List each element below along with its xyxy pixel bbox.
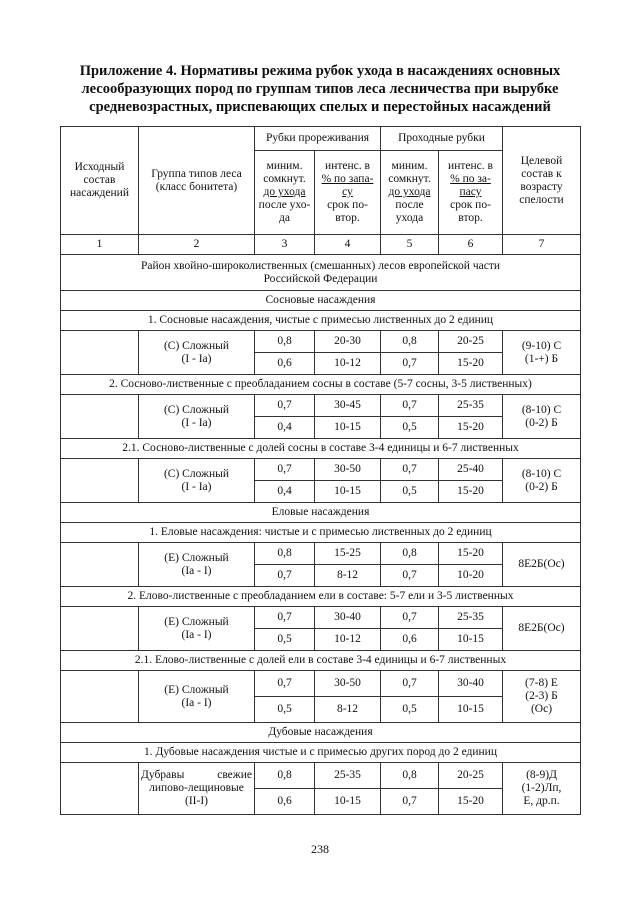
- subsection-heading: 2.1. Сосново-лиственные с долей сосны в составе 3-4 единицы и 6-7 лиственных: [61, 439, 581, 459]
- table-row: (С) Сложный (I - Ia) 0,7 30-50 0,7 25-40 (8-10) С (0-2) Б: [61, 459, 581, 481]
- table-row: (Е) Сложный (Ia - I) 0,7 30-50 0,7 30-40 (7-8) Е (2-3) Б (Ос): [61, 671, 581, 697]
- header-initial-composition: Исходный состав насаждений: [61, 127, 139, 235]
- table-row: Дубравы свежие липово-лещиновые (II-I) 0,8 25-35 0,8 20-25 (8-9)Д (1-2)Лп, Е, др.п.: [61, 763, 581, 789]
- table-row: 0,5 8-12 0,5 10-15: [61, 697, 581, 723]
- page-title: [40, 62, 600, 116]
- header-thinning: Рубки прореживания: [255, 127, 381, 151]
- table-row: (С) Сложный (I - Ia) 0,8 20-30 0,8 20-25 (9-10) С (1-+) Б: [61, 331, 581, 353]
- region-heading: Район хвойно-широколиственных (смешанных) лесов европейской части Российской Федерации: [61, 255, 581, 291]
- subsection-heading: 2. Елово-лиственные с преобладанием ели в составе: 5-7 ели и 3-5 лиственных: [61, 587, 581, 607]
- header-intensity: интенс. в % по запа- су срок по- втор.: [315, 151, 381, 235]
- header-min-density: миним. сомкнут. до ухода после ухо- да: [255, 151, 315, 235]
- header-intensity-passage: интенс. в % по за- пасу срок по- втор.: [439, 151, 503, 235]
- section-oak: Дубовые насаждения: [61, 723, 581, 743]
- header-passage-cuttings: Проходные рубки: [381, 127, 503, 151]
- table-row: 0,5 10-12 0,6 10-15: [61, 629, 581, 651]
- table-row: 0,4 10-15 0,5 15-20: [61, 417, 581, 439]
- page-number: 238: [311, 842, 329, 856]
- table-row: (Е) Сложный (Ia - I) 0,7 30-40 0,7 25-35 8Е2Б(Ос): [61, 607, 581, 629]
- table-row: 0,6 10-12 0,7 15-20: [61, 353, 581, 375]
- subsection-heading: 1. Дубовые насаждения чистые и с примесью других пород до 2 единиц: [61, 743, 581, 763]
- column-numbers-row: 1 2 3 4 5 6 7: [61, 235, 581, 255]
- title-line-1: Приложение 4. Нормативы режима рубок ухода в насаждениях основных: [79, 63, 561, 79]
- subsection-heading: 1. Сосновые насаждения, чистые с примесью лиственных до 2 единиц: [61, 311, 581, 331]
- subsection-heading: 1. Еловые насаждения: чистые и с примесью лиственных до 2 единиц: [61, 523, 581, 543]
- table-row: 0,4 10-15 0,5 15-20: [61, 481, 581, 503]
- table-row: 0,7 8-12 0,7 10-20: [61, 565, 581, 587]
- title-line-3: средневозрастных, приспевающих спелых и перестойных насаждений: [89, 99, 551, 115]
- section-spruce: Еловые насаждения: [61, 503, 581, 523]
- table-row: (Е) Сложный (Ia - I) 0,8 15-25 0,8 15-20 8Е2Б(Ос): [61, 543, 581, 565]
- subsection-heading: 2.1. Елово-лиственные с долей ели в составе 3-4 единицы и 6-7 лиственных: [61, 651, 581, 671]
- header-target-composition: Целевой состав к возрасту спелости: [503, 127, 581, 235]
- subsection-heading: 2. Сосново-лиственные с преобладанием сосны в составе (5-7 сосны, 3-5 лиственных): [61, 375, 581, 395]
- title-line-2: лесообразующих пород по группам типов леса лесничества при вырубке: [81, 81, 559, 97]
- table-row: (С) Сложный (I - Ia) 0,7 30-45 0,7 25-35 (8-10) С (0-2) Б: [61, 395, 581, 417]
- header-forest-type-group: Группа типов леса (класс бонитета): [139, 127, 255, 235]
- norms-table: [60, 126, 581, 815]
- table-row: 0,6 10-15 0,7 15-20: [61, 789, 581, 815]
- header-min-density-passage: миним. сомкнут. до ухода после ухода: [381, 151, 439, 235]
- section-pine: Сосновые насаждения: [61, 291, 581, 311]
